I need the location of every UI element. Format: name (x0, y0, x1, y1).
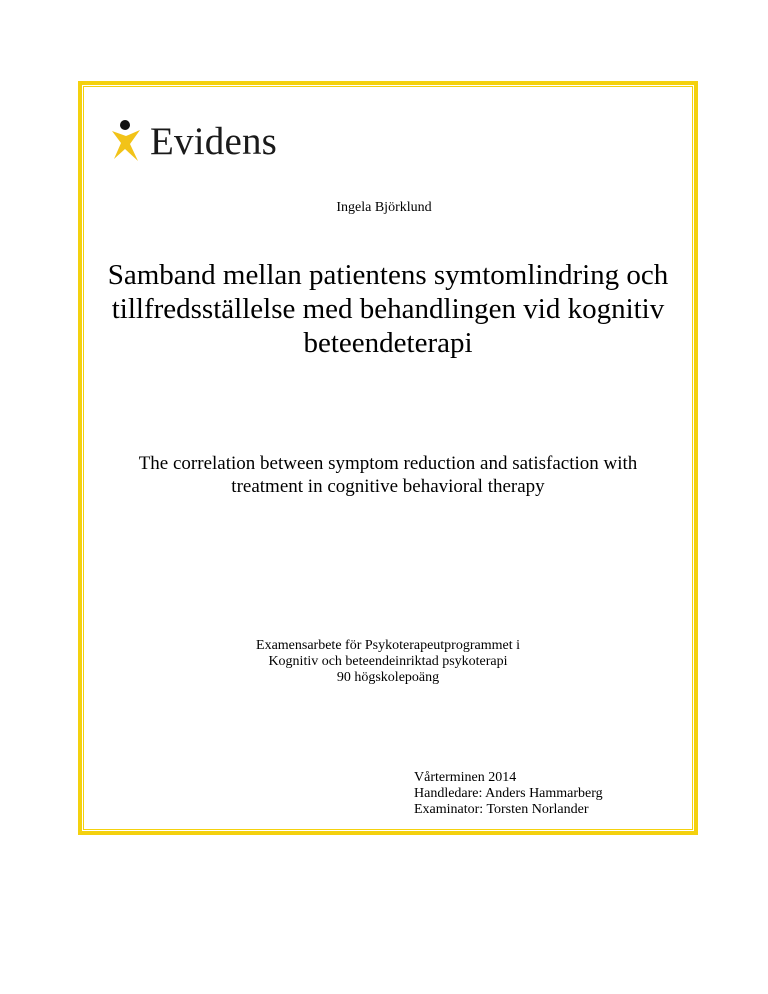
swedish-title-line: tillfredsställelse med behandlingen vid kognitiv (111, 293, 665, 325)
thesis-info-line: Examensarbete för Psykoterapeutprogrammet i (256, 638, 520, 653)
examiner: Examinator: Torsten Norlander (414, 802, 589, 817)
logo-text: Evidens (150, 119, 278, 163)
thesis-info-line: 90 högskolepoäng (336, 670, 440, 685)
supervisor: Handledare: Anders Hammarberg (414, 786, 603, 801)
english-title (100, 452, 676, 498)
thesis-info (150, 638, 626, 686)
term: Vårterminen 2014 (414, 770, 517, 785)
evidens-logo (110, 118, 277, 164)
english-title-line: The correlation between symptom reduction and satisfaction with (138, 453, 638, 474)
swedish-title-line: beteendeterapi (303, 327, 473, 359)
swedish-title (100, 258, 676, 360)
thesis-meta (414, 770, 603, 818)
thesis-info-line: Kognitiv och beteendeinriktad psykoterapi (268, 654, 508, 669)
english-title-line: treatment in cognitive behavioral therapy (231, 476, 545, 497)
author-name: Ingela Björklund (336, 200, 432, 215)
swedish-title-line: Samband mellan patientens symtomlindring och (107, 259, 669, 291)
person-star-icon (110, 119, 144, 163)
